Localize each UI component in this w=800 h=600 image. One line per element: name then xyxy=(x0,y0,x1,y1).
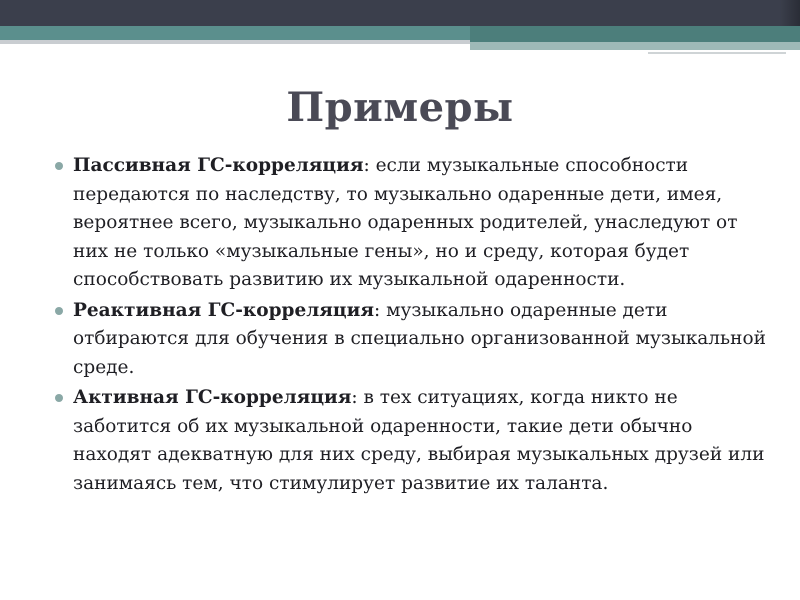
bullet-text: : музыкально одаренные дети отбираются для обучения в специально организованной музыкальной среде. xyxy=(73,299,766,378)
bullet-term: Активная ГС-корреляция xyxy=(73,387,352,408)
bullet-item-reactive xyxy=(55,297,775,383)
slide-title: Примеры xyxy=(286,84,514,131)
bullet-term: Пассивная ГС-корреляция xyxy=(73,155,364,176)
bullet-term: Реактивная ГС-корреляция xyxy=(73,299,374,321)
header-accent-line xyxy=(648,52,786,54)
bullet-dot-icon xyxy=(55,307,63,315)
bullet-text: : если музыкальные способности передаются по наследству, то музыкально одаренные дети, имея, вероятнее всего, музыкально одаренных родителей, унаследуют от них не только «музыкальные гены», но и среду, которая будет способствовать развитию их музыкальной одаренности. xyxy=(73,155,738,290)
header-band-light-right xyxy=(470,42,800,50)
bullet-item-active xyxy=(55,384,775,498)
bullet-text: : в тех ситуациях, когда никто не заботится об их музыкальной одаренности, такие дети обычно находят адекватную для них среду, выбирая музыкальных друзей или занимаясь тем, что стимулирует развитие их таланта. xyxy=(73,387,765,494)
bullet-dot-icon xyxy=(55,162,63,170)
header-band-right xyxy=(470,26,800,42)
header-corner xyxy=(780,0,800,26)
bullet-list xyxy=(55,152,775,500)
bullet-item-passive xyxy=(55,152,775,295)
bullet-dot-icon xyxy=(55,394,63,402)
header-band-light xyxy=(0,40,470,44)
header-band-dark xyxy=(0,0,800,26)
